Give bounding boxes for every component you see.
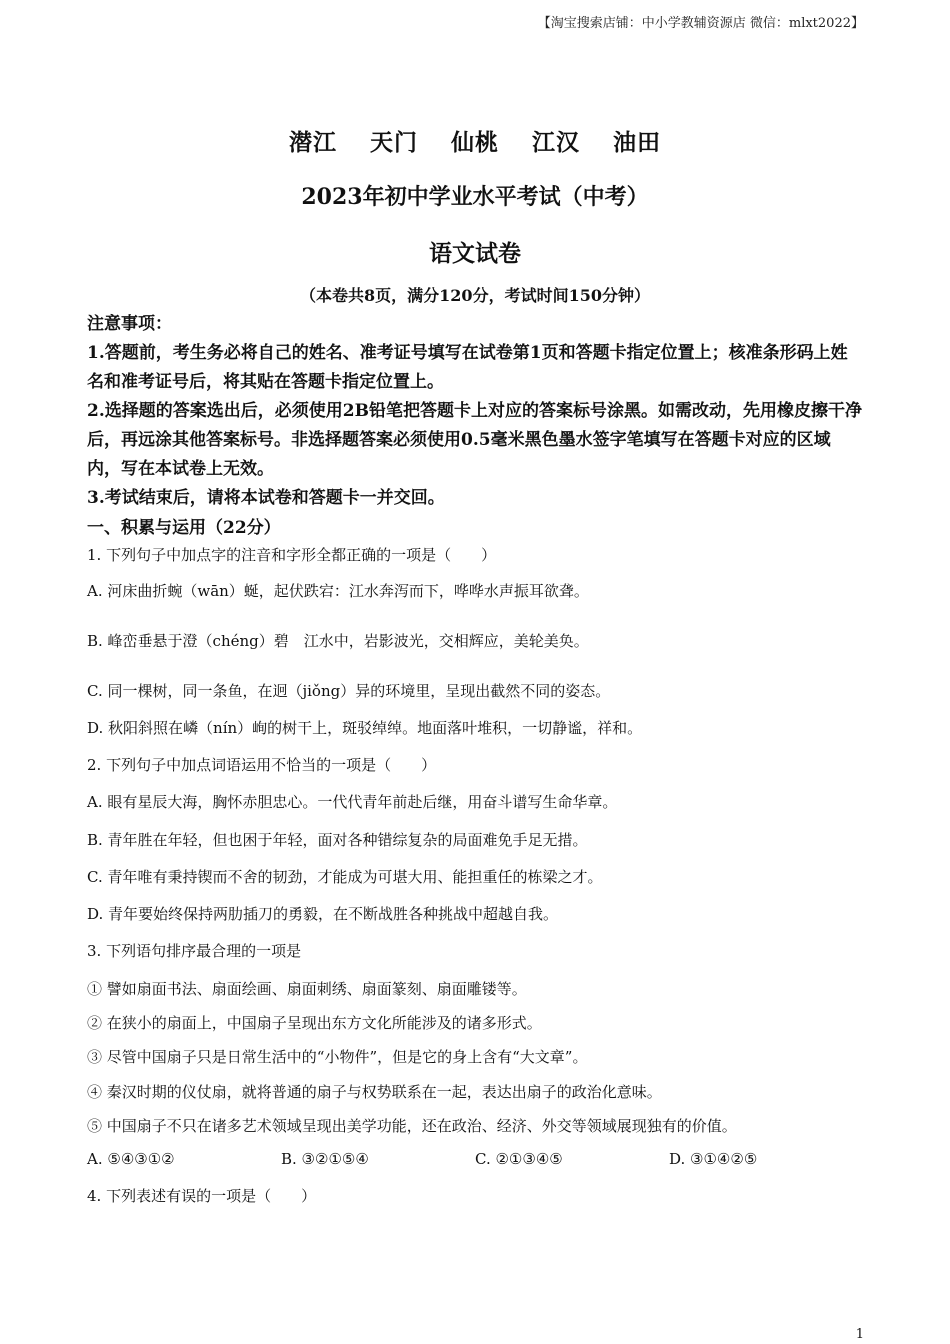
option-text: B. 青年胜在年轻，但也困于年轻，面对各种错综复杂的局面难免手足无措。 [87,831,588,849]
list-item: ④ 秦汉时期的仪仗扇，就将普通的扇子与权势联系在一起，表达出扇子的政治化意味。 [87,1083,662,1101]
option-text: D. ③①④②⑤ [669,1150,758,1168]
list-item: ⑤ 中国扇子不只在诸多艺术领域呈现出美学功能，还在政治、经济、外交等领域展现独有的价值。 [87,1117,737,1135]
region-name: 油田 [613,129,662,156]
exam-info: （本卷共8页，满分120分，考试时间150分钟） [300,286,650,305]
exam-title: 2023年初中学业水平考试（中考） [301,184,649,210]
option-text: A. 河床曲折蜿（wān）蜒，起伏跌宕：江水奔泻而下，哗哗水声振耳欲聋。 [87,582,589,600]
notice-item: 1.答题前，考生务必将自己的姓名、准考证号填写在试卷第1页和答题卡指定位置上；核准条形码上姓名和准考证号后，将其贴在答题卡指定位置上。 [87,343,848,392]
region-name: 潜江 [288,129,337,156]
header-note: 【淘宝搜索店铺：中小学教辅资源店 微信：mlxt2022】 [537,16,864,31]
option-text: D. 秋阳斜照在嶙（nín）峋的树干上，斑驳绰绰。地面落叶堆积，一切静谧，祥和。 [87,719,643,737]
option-text: A. ⑤④③①② [87,1150,175,1168]
notice-heading: 注意事项： [87,314,172,334]
regions-title [0,124,950,157]
option-text: B. 峰峦垂悬于澄（chéng）碧 江水中，岩影波光，交相辉应，美轮美奂。 [87,632,589,650]
question-stem: 2. 下列句子中加点词语运用不恰当的一项是（ ） [87,756,437,774]
region-name: 江汉 [532,129,581,156]
list-item: ② 在狭小的扇面上，中国扇子呈现出东方文化所能涉及的诸多形式。 [87,1014,542,1032]
option-text: C. ②①③④⑤ [475,1150,563,1168]
notice-item: 2.选择题的答案选出后，必须使用2B铅笔把答题卡上对应的答案标号涂黑。如需改动，先用橡皮擦干净后，再远涂其他答案标号。非选择题答案必须使用0.5毫米黑色墨水签字笔填写在答题卡对应的区域内，写在本试卷上无效。 [87,401,862,479]
question-stem: 4. 下列表述有误的一项是（ ） [87,1187,317,1205]
option-text: D. 青年要始终保持两肋插刀的勇毅，在不断战胜各种挑战中超越自我。 [87,905,559,923]
option-text: C. 青年唯有秉持锲而不舍的韧劲，才能成为可堪大用、能担重任的栋梁之才。 [87,868,603,886]
option-text: A. 眼有星辰大海，胸怀赤胆忠心。一代代青年前赴后继，用奋斗谱写生命华章。 [87,793,618,811]
notice-block [87,310,862,513]
page-number: 1 [855,1327,864,1342]
question-stem: 1. 下列句子中加点字的注音和字形全都正确的一项是（ ） [87,546,497,564]
section-heading: 一、积累与运用（22分） [87,518,281,538]
region-name: 天门 [369,129,418,156]
option-text: B. ③②①⑤④ [281,1150,369,1168]
option-text: C. 同一棵树，同一条鱼，在迥（jiǒng）异的环境里，呈现出截然不同的姿态。 [87,682,611,700]
subject-title: 语文试卷 [429,240,521,267]
region-name: 仙桃 [451,129,499,156]
list-item: ③ 尽管中国扇子只是日常生活中的“小物件”，但是它的身上含有“大文章”。 [87,1048,588,1066]
notice-item: 3.考试结束后，请将本试卷和答题卡一并交回。 [87,488,445,508]
question-stem: 3. 下列语句排序最合理的一项是 [87,942,302,960]
list-item: ① 譬如扇面书法、扇面绘画、扇面刺绣、扇面篆刻、扇面雕镂等。 [87,980,527,998]
